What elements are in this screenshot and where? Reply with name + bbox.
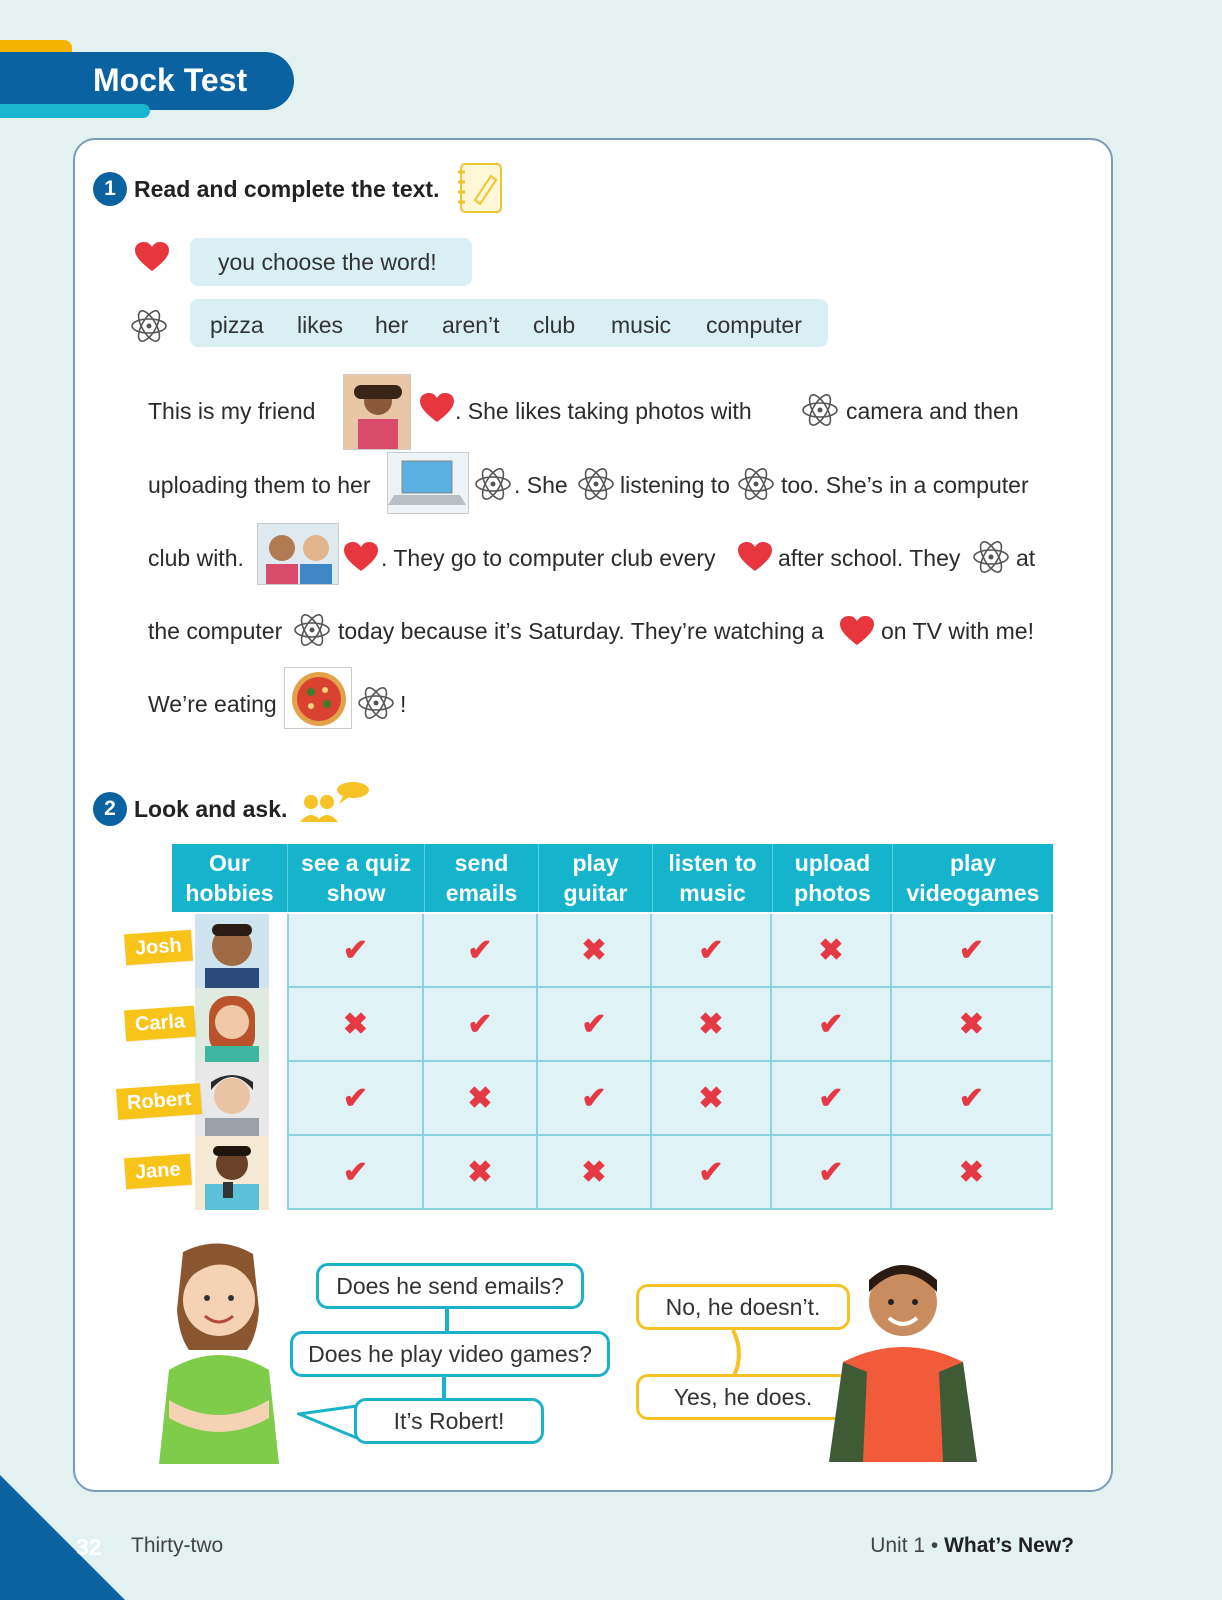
unit-title: What’s New?: [944, 1534, 1074, 1557]
text-segment: . She likes taking photos with: [455, 398, 752, 424]
table-header-cell: send emails: [424, 844, 538, 912]
exercise-2-number: 2: [93, 792, 127, 826]
text-segment: the computer: [148, 618, 283, 644]
josh-photo: [195, 914, 269, 988]
table-cell: ✔: [772, 1062, 892, 1136]
table-cell: ✔: [892, 1062, 1053, 1136]
text-segment: . She: [514, 472, 568, 498]
table-cell: ✔: [424, 988, 538, 1062]
table-cell: ✖: [892, 988, 1053, 1062]
heart-icon: [344, 542, 378, 572]
table-header-cell: Our hobbies: [172, 844, 287, 912]
atom-icon: [356, 683, 396, 723]
text-segment: . They go to computer club every: [381, 545, 716, 571]
word-bank-item: club: [533, 312, 576, 338]
name-tag-carla: Carla: [124, 1006, 196, 1042]
worksheet-card: [73, 138, 1113, 1492]
table-cell: ✔: [424, 914, 538, 988]
atom-icon: [736, 464, 776, 504]
exercise-2-title: Look and ask.: [134, 796, 288, 822]
speech-bubble-question-2: Does he play video games?: [290, 1331, 610, 1377]
word-bank-item: pizza: [210, 312, 264, 338]
table-cell: ✖: [287, 988, 424, 1062]
banner-accent-cyan: [0, 104, 150, 118]
bubble-connector: [445, 1309, 449, 1333]
table-cell: ✔: [287, 914, 424, 988]
atom-icon: [971, 537, 1011, 577]
text-segment: today because it’s Saturday. They’re watching a: [338, 618, 824, 644]
exercise-1-number: 1: [93, 172, 127, 206]
girl-illustration: [139, 1240, 299, 1464]
table-cell: ✖: [424, 1136, 538, 1210]
table-cell: ✔: [538, 1062, 652, 1136]
footer-corner: [0, 1475, 125, 1600]
table-cell: ✔: [772, 1136, 892, 1210]
table-cell: ✖: [892, 1136, 1053, 1210]
girl-friend-photo: [343, 374, 411, 450]
robert-photo: [195, 1062, 269, 1136]
table-cell: ✔: [287, 1136, 424, 1210]
heart-icon: [840, 616, 874, 646]
heart-icon: [420, 393, 454, 423]
table-cell: ✔: [538, 988, 652, 1062]
table-cell: ✖: [772, 914, 892, 988]
bubble-connector: [727, 1330, 751, 1378]
text-segment: This is my friend: [148, 398, 316, 424]
text-segment: listening to: [620, 472, 730, 498]
speech-bubble-answer: It’s Robert!: [354, 1398, 544, 1444]
table-header-cell: play guitar: [538, 844, 652, 912]
word-bank-item: her: [375, 312, 409, 338]
pizza-photo: [284, 667, 352, 729]
text-segment: on TV with me!: [881, 618, 1034, 644]
name-tag-jane: Jane: [124, 1154, 192, 1190]
unit-number: Unit 1: [870, 1534, 926, 1557]
notebook-pencil-icon: [455, 160, 507, 216]
text-segment: uploading them to her: [148, 472, 371, 498]
name-tag-josh: Josh: [124, 930, 193, 966]
table-cell: ✔: [652, 1136, 772, 1210]
speech-bubble-no: No, he doesn’t.: [636, 1284, 850, 1330]
unit-label: Unit 1 • What’s New?: [870, 1534, 1074, 1557]
heart-icon: [135, 242, 169, 272]
word-bank: [190, 299, 828, 347]
atom-icon: [576, 464, 616, 504]
text-segment: after school. They: [778, 545, 961, 571]
jane-photo: [195, 1136, 269, 1210]
talking-people-icon: [299, 780, 371, 828]
text-segment: at: [1016, 545, 1036, 571]
word-bank-item: likes: [297, 312, 344, 338]
atom-icon: [292, 610, 332, 650]
boy-illustration: [823, 1252, 983, 1462]
carla-photo: [195, 988, 269, 1062]
name-tag-robert: Robert: [116, 1083, 202, 1120]
table-cell: ✖: [652, 988, 772, 1062]
heart-word-box: [190, 238, 472, 286]
table-header-cell: see a quiz show: [287, 844, 424, 912]
table-cell: ✖: [652, 1062, 772, 1136]
word-bank-item: aren’t: [442, 312, 500, 338]
bubble-connector: [442, 1377, 446, 1399]
table-header-cell: listen to music: [652, 844, 772, 912]
table-cell: ✔: [892, 914, 1053, 988]
page-number: 32: [76, 1534, 102, 1560]
text-segment: too. She’s in a computer: [781, 472, 1029, 498]
page-title: Mock Test: [93, 62, 248, 98]
atom-icon: [129, 306, 169, 346]
page-number-words: Thirty-two: [131, 1534, 224, 1557]
table-cell: ✔: [287, 1062, 424, 1136]
exercise-1-title: Read and complete the text.: [134, 176, 440, 202]
heart-box-text: you choose the word!: [218, 249, 437, 275]
heart-icon: [738, 542, 772, 572]
text-segment: camera and then: [846, 398, 1019, 424]
speech-bubble-yes: Yes, he does.: [636, 1374, 850, 1420]
bubble-tail: [297, 1402, 361, 1446]
table-cell: ✖: [424, 1062, 538, 1136]
table-header-cell: upload photos: [772, 844, 892, 912]
laptop-photo: [387, 452, 469, 514]
atom-icon: [473, 464, 513, 504]
text-segment: club with.: [148, 545, 244, 571]
text-segment: We’re eating: [148, 691, 277, 717]
table-cell: ✖: [538, 1136, 652, 1210]
word-bank-item: music: [611, 312, 672, 338]
speech-bubble-question-1: Does he send emails?: [316, 1263, 584, 1309]
atom-icon: [800, 390, 840, 430]
table-cell: ✔: [652, 914, 772, 988]
table-header-cell: play videogames: [892, 844, 1053, 912]
table-cell: ✔: [772, 988, 892, 1062]
table-cell: ✖: [538, 914, 652, 988]
word-bank-item: computer: [706, 312, 802, 338]
two-kids-photo: [257, 523, 339, 585]
text-segment: !: [400, 691, 407, 717]
